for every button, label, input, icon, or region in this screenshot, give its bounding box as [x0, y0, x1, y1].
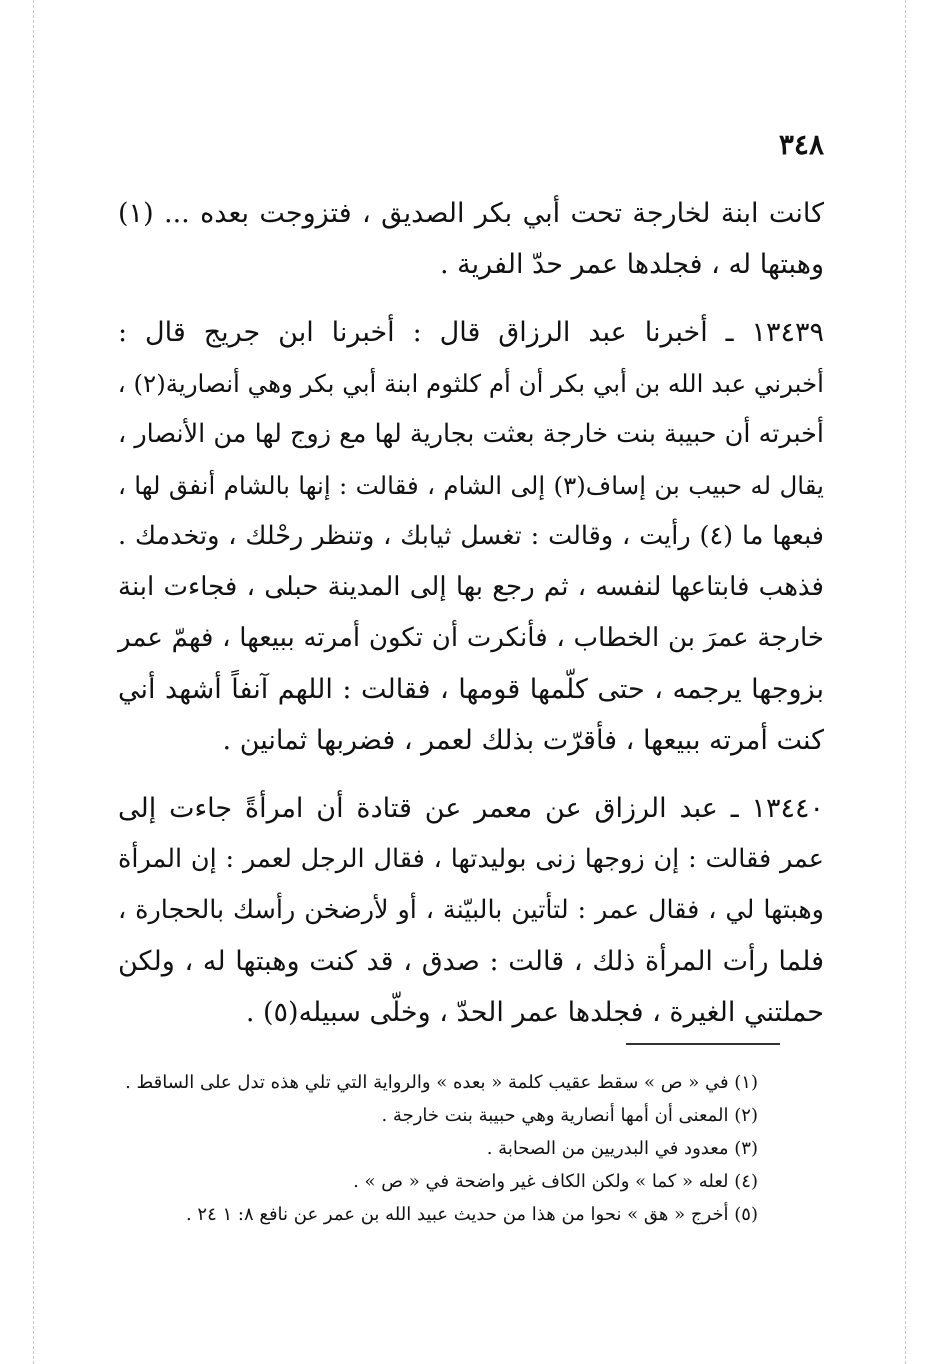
left-margin-line	[33, 0, 34, 1364]
footnotes	[104, 1066, 758, 1231]
text-line: فبعها ما (٤) رأيت ، وقالت : تغسل ثيابك ، وتنظر رحْلك ، وتخدمك .	[118, 521, 824, 551]
text-line: ١٣٤٤٠ ـ عبد الرزاق عن معمر عن قتادة أن امرأةً جاءت إلى	[118, 793, 824, 824]
footnote: (٥) أخرج « هق » نحوا من هذا من حديث عبيد الله بن عمر عن نافع ٨: ١ ٢٤ .	[185, 1204, 758, 1225]
text-line: كانت ابنة لخارجة تحت أبي بكر الصديق ، فتزوجت بعده ... (١)	[118, 198, 824, 229]
text-line: فذهب فابتاعها لنفسه ، ثم رجع بها إلى المدينة حبلى ، فجاءت ابنة	[118, 572, 824, 602]
text-line: حملتني الغيرة ، فجلدها عمر الحدّ ، وخلّى سبيله(٥) .	[245, 997, 824, 1028]
text-line: يقال له حبيب بن إساف(٣) إلى الشام ، فقالت : إنها بالشام أنفق لها ،	[118, 471, 824, 500]
right-margin-line	[905, 0, 906, 1364]
footnote-separator	[626, 1043, 780, 1045]
footnote: (٤) لعله « كما » ولكن الكاف غير واضحة في « ص » .	[353, 1171, 758, 1192]
text-line: ١٣٤٣٩ ـ أخبرنا عبد الرزاق قال : أخبرنا ابن جريج قال :	[118, 317, 824, 348]
text-line: خارجة عمرَ بن الخطاب ، فأنكرت أن تكون أمرته ببيعها ، فهمّ عمر	[118, 623, 824, 653]
footnote: (٢) المعنى أن أمها أنصارية وهي حبيبة بنت خارجة .	[381, 1105, 758, 1126]
text-line: أخبرني عبد الله بن أبي بكر أن أم كلثوم ابنة أبي بكر وهي أنصارية(٢) ،	[117, 369, 824, 398]
text-line: وهبتها له ، فجلدها عمر حدّ الفرية .	[440, 249, 824, 280]
main-text	[118, 188, 824, 1038]
text-line: بزوجها يرجمه ، حتى كلّمها قومها ، فقالت : اللهم آنفاً أشهد أني	[118, 674, 824, 705]
footnote: (١) في « ص » سقط عقيب كلمة « بعده » والرواية التي تلي هذه تدل على الساقط .	[125, 1072, 758, 1093]
text-line: عمر فقالت : إن زوجها زنى بوليدتها ، فقال الرجل لعمر : إن المرأة	[118, 844, 824, 874]
text-line: وهبتها لي ، فقال عمر : لتأتين بالبيّنة ، أو لأرضخن رأسك بالحجارة ،	[118, 895, 824, 925]
footnote: (٣) معدود في البدريين من الصحابة .	[486, 1138, 758, 1159]
text-line: أخبرته أن حبيبة بنت خارجة بعثت بجارية لها مع زوج لها من الأنصار ،	[118, 419, 824, 449]
text-line: فلما رأت المرأة ذلك ، قالت : صدق ، قد كنت وهبتها له ، ولكن	[118, 946, 824, 977]
text-line: كنت أمرته ببيعها ، فأقرّت بذلك لعمر ، فضربها ثمانين .	[222, 725, 824, 756]
page-number: ٣٤٨	[778, 128, 824, 161]
